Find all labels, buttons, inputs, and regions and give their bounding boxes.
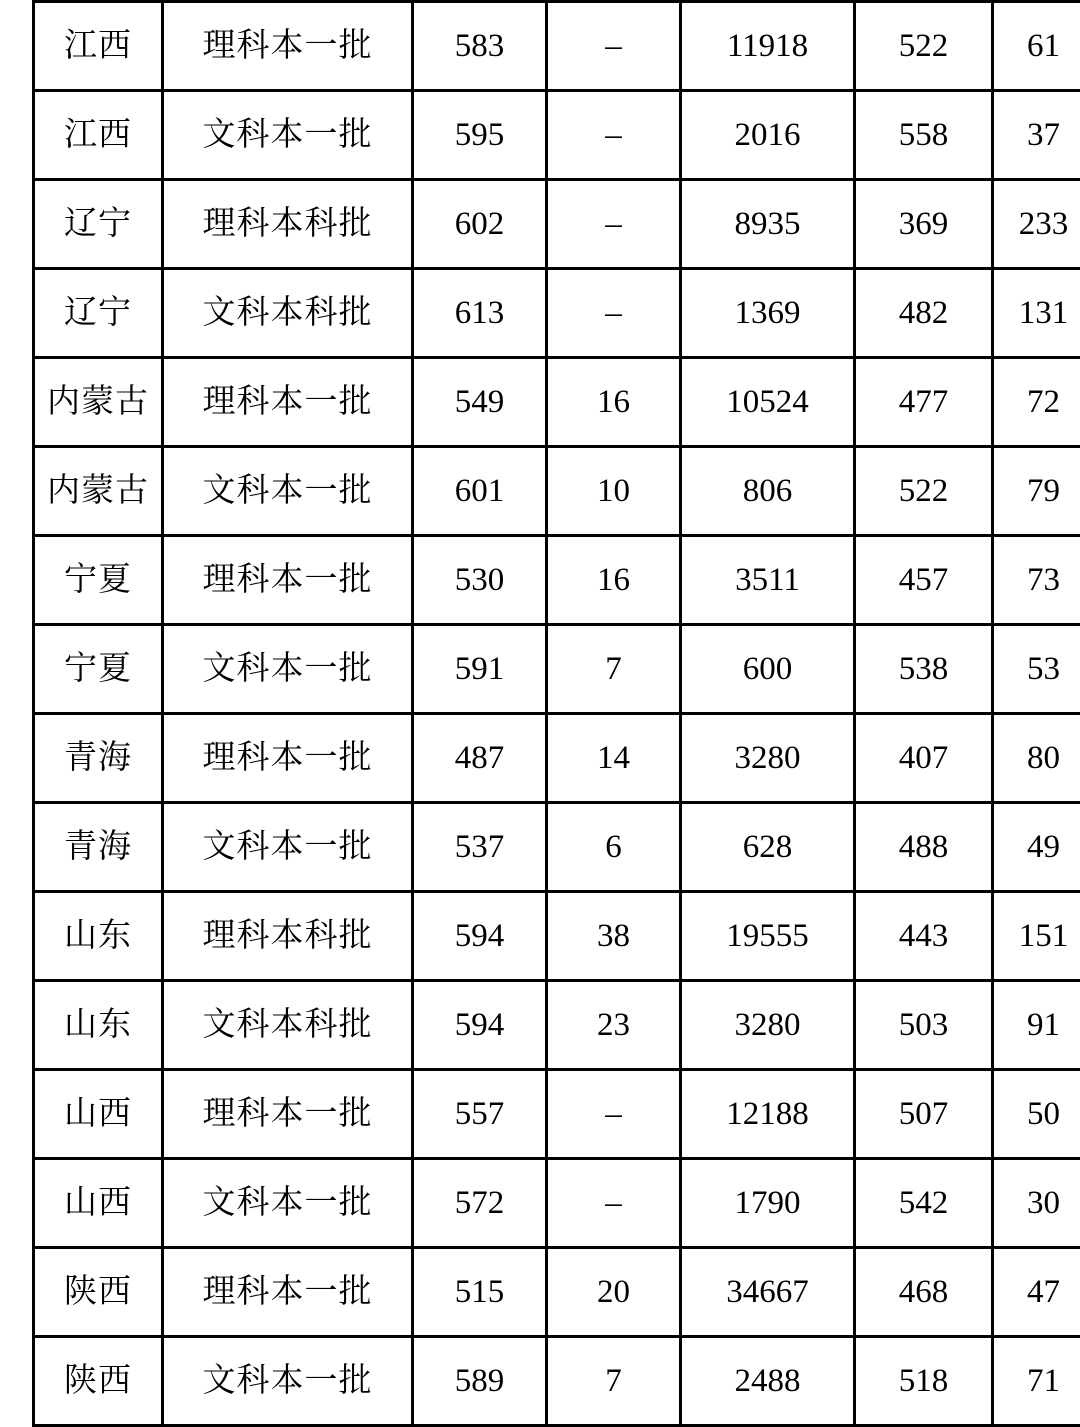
table-row xyxy=(34,447,1080,536)
cell-rank: 806 xyxy=(681,447,855,536)
cell-province: 江西 xyxy=(34,91,163,180)
cell-score: 594 xyxy=(413,981,547,1070)
cell-batch: 理科本科批 xyxy=(163,180,413,269)
cell-line-diff: 72 xyxy=(993,358,1080,447)
table-row xyxy=(34,1337,1080,1426)
cell-batch-line: 542 xyxy=(855,1159,993,1248)
cell-province: 陕西 xyxy=(34,1248,163,1337)
cell-province: 内蒙古 xyxy=(34,447,163,536)
table-row xyxy=(34,536,1080,625)
cell-line-diff: 71 xyxy=(993,1337,1080,1426)
cell-batch: 文科本一批 xyxy=(163,625,413,714)
cell-batch: 理科本一批 xyxy=(163,2,413,91)
cell-batch: 理科本一批 xyxy=(163,714,413,803)
cell-rank: 1369 xyxy=(681,269,855,358)
cell-province: 辽宁 xyxy=(34,180,163,269)
cell-score: 572 xyxy=(413,1159,547,1248)
cell-batch: 理科本一批 xyxy=(163,1248,413,1337)
cell-score: 537 xyxy=(413,803,547,892)
cell-count: 7 xyxy=(547,625,681,714)
cell-score: 487 xyxy=(413,714,547,803)
cell-province: 陕西 xyxy=(34,1337,163,1426)
cell-province: 宁夏 xyxy=(34,625,163,714)
cell-batch-line: 503 xyxy=(855,981,993,1070)
table-row xyxy=(34,714,1080,803)
table-row xyxy=(34,2,1080,91)
cell-batch: 理科本一批 xyxy=(163,358,413,447)
cell-rank: 2488 xyxy=(681,1337,855,1426)
table-row xyxy=(34,892,1080,981)
table-body xyxy=(34,2,1080,1426)
table-row xyxy=(34,625,1080,714)
cell-count: 16 xyxy=(547,536,681,625)
cell-rank: 3511 xyxy=(681,536,855,625)
page-left-margin xyxy=(0,0,32,1407)
table-row xyxy=(34,1159,1080,1248)
cell-batch-line: 522 xyxy=(855,2,993,91)
cell-line-diff: 233 xyxy=(993,180,1080,269)
cell-count: 20 xyxy=(547,1248,681,1337)
cell-province: 江西 xyxy=(34,2,163,91)
cell-province: 山东 xyxy=(34,981,163,1070)
cell-province: 山西 xyxy=(34,1070,163,1159)
cell-rank: 1790 xyxy=(681,1159,855,1248)
cell-count: – xyxy=(547,180,681,269)
cell-line-diff: 37 xyxy=(993,91,1080,180)
cell-score: 594 xyxy=(413,892,547,981)
cell-score: 515 xyxy=(413,1248,547,1337)
cell-batch-line: 477 xyxy=(855,358,993,447)
cell-score: 595 xyxy=(413,91,547,180)
admission-score-table xyxy=(32,0,1080,1427)
cell-batch: 文科本一批 xyxy=(163,1159,413,1248)
cell-line-diff: 73 xyxy=(993,536,1080,625)
cell-batch: 文科本一批 xyxy=(163,447,413,536)
cell-line-diff: 79 xyxy=(993,447,1080,536)
cell-line-diff: 53 xyxy=(993,625,1080,714)
cell-rank: 10524 xyxy=(681,358,855,447)
cell-count: – xyxy=(547,2,681,91)
table-row xyxy=(34,91,1080,180)
cell-batch: 文科本一批 xyxy=(163,1337,413,1426)
cell-batch-line: 538 xyxy=(855,625,993,714)
cell-batch: 文科本科批 xyxy=(163,981,413,1070)
cell-line-diff: 50 xyxy=(993,1070,1080,1159)
cell-count: – xyxy=(547,269,681,358)
cell-rank: 2016 xyxy=(681,91,855,180)
cell-score: 613 xyxy=(413,269,547,358)
cell-rank: 8935 xyxy=(681,180,855,269)
cell-batch-line: 488 xyxy=(855,803,993,892)
cell-count: 10 xyxy=(547,447,681,536)
cell-batch: 理科本一批 xyxy=(163,1070,413,1159)
cell-batch-line: 369 xyxy=(855,180,993,269)
cell-count: 23 xyxy=(547,981,681,1070)
cell-score: 549 xyxy=(413,358,547,447)
table-row xyxy=(34,803,1080,892)
cell-batch: 文科本一批 xyxy=(163,803,413,892)
cell-count: 6 xyxy=(547,803,681,892)
cell-rank: 3280 xyxy=(681,981,855,1070)
cell-batch-line: 558 xyxy=(855,91,993,180)
table-row xyxy=(34,269,1080,358)
cell-batch-line: 522 xyxy=(855,447,993,536)
cell-score: 601 xyxy=(413,447,547,536)
cell-batch-line: 518 xyxy=(855,1337,993,1426)
cell-count: 38 xyxy=(547,892,681,981)
cell-count: 7 xyxy=(547,1337,681,1426)
table-row xyxy=(34,358,1080,447)
cell-batch-line: 457 xyxy=(855,536,993,625)
cell-count: – xyxy=(547,1159,681,1248)
cell-batch-line: 407 xyxy=(855,714,993,803)
cell-rank: 19555 xyxy=(681,892,855,981)
cell-count: 16 xyxy=(547,358,681,447)
cell-line-diff: 61 xyxy=(993,2,1080,91)
cell-count: 14 xyxy=(547,714,681,803)
cell-rank: 12188 xyxy=(681,1070,855,1159)
cell-rank: 11918 xyxy=(681,2,855,91)
cell-batch: 理科本一批 xyxy=(163,536,413,625)
cell-province: 山东 xyxy=(34,892,163,981)
cell-score: 589 xyxy=(413,1337,547,1426)
table-row xyxy=(34,180,1080,269)
cell-line-diff: 131 xyxy=(993,269,1080,358)
cell-province: 青海 xyxy=(34,803,163,892)
cell-batch-line: 468 xyxy=(855,1248,993,1337)
cell-province: 内蒙古 xyxy=(34,358,163,447)
cell-rank: 600 xyxy=(681,625,855,714)
cell-score: 557 xyxy=(413,1070,547,1159)
cell-province: 宁夏 xyxy=(34,536,163,625)
cell-count: – xyxy=(547,91,681,180)
cell-batch-line: 482 xyxy=(855,269,993,358)
table-row xyxy=(34,1070,1080,1159)
table-row xyxy=(34,1248,1080,1337)
cell-rank: 3280 xyxy=(681,714,855,803)
cell-rank: 628 xyxy=(681,803,855,892)
cell-batch-line: 507 xyxy=(855,1070,993,1159)
cell-line-diff: 49 xyxy=(993,803,1080,892)
cell-batch-line: 443 xyxy=(855,892,993,981)
cell-batch: 理科本科批 xyxy=(163,892,413,981)
cell-province: 辽宁 xyxy=(34,269,163,358)
cell-province: 山西 xyxy=(34,1159,163,1248)
cell-line-diff: 47 xyxy=(993,1248,1080,1337)
table-row xyxy=(34,981,1080,1070)
cell-score: 602 xyxy=(413,180,547,269)
cell-rank: 34667 xyxy=(681,1248,855,1337)
cell-score: 530 xyxy=(413,536,547,625)
cell-count: – xyxy=(547,1070,681,1159)
cell-province: 青海 xyxy=(34,714,163,803)
cell-line-diff: 91 xyxy=(993,981,1080,1070)
cell-line-diff: 30 xyxy=(993,1159,1080,1248)
cell-score: 591 xyxy=(413,625,547,714)
cell-line-diff: 151 xyxy=(993,892,1080,981)
cell-batch: 文科本一批 xyxy=(163,91,413,180)
cell-batch: 文科本科批 xyxy=(163,269,413,358)
cell-score: 583 xyxy=(413,2,547,91)
cell-line-diff: 80 xyxy=(993,714,1080,803)
